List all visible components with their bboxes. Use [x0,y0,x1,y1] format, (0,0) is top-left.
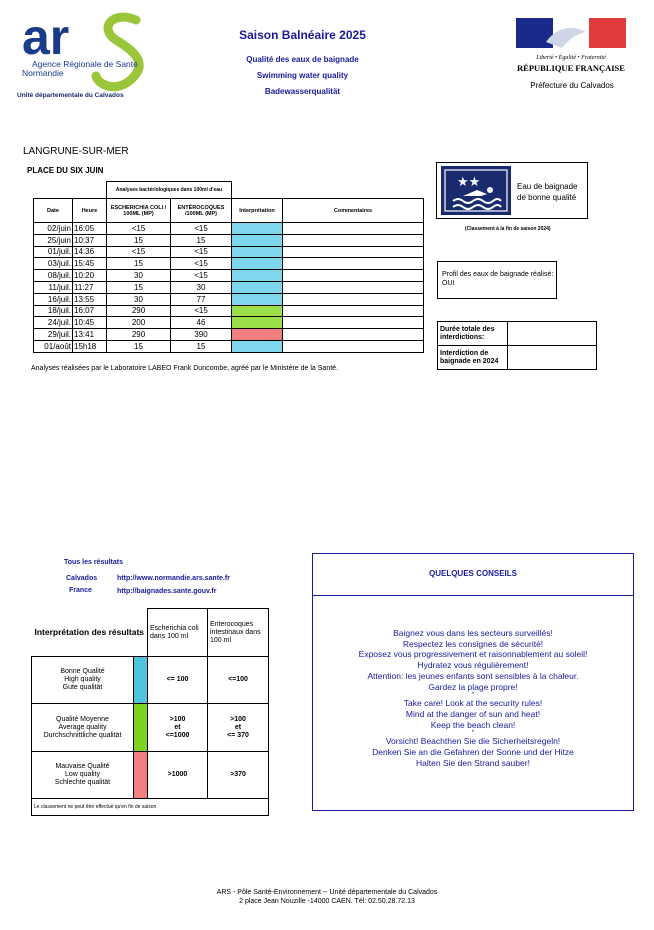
cell-date: 08/juil. [34,270,73,282]
profil-box: Profil des eaux de baignade réalisé: OUI [437,261,557,299]
cell-entero: <15 [171,223,232,235]
cell-ecoli: 15 [107,258,171,270]
cell-interpretation [232,305,283,317]
group-header: Analyses bactériologiques dans 100ml d'eau [107,182,232,199]
cell-hour: 13:41 [73,329,107,341]
col-hour: Heure [73,199,107,223]
advice-line: Mind at the danger of sun and heat! [405,708,541,719]
cell-entero: 30 [171,281,232,293]
legend-label-en: Average quality [58,723,107,731]
cell-interpretation [232,293,283,305]
cell-date: 24/juil. [34,317,73,329]
advice-line: Baignez vous dans les secteurs surveillés! [393,628,553,638]
legend-entero [208,704,269,751]
legend-label-fr: Bonne Qualité [60,668,105,676]
season-title: Saison Balnéaire 2025 [239,28,366,42]
cell-ecoli: 15 [107,234,171,246]
legend-entero-3: <= 370 [227,731,249,739]
quality-stars: ★★ [457,175,481,190]
table-row [34,340,424,352]
cell-date: 01/juil. [34,246,73,258]
cell-entero: 15 [171,340,232,352]
col-ecoli: ESCHERICHIA COLI / 100ML (MP) [107,199,171,223]
cell-entero: <15 [171,258,232,270]
commune-name: LANGRUNE-SUR-MER [23,146,129,157]
cell-interpretation [232,223,283,235]
cell-entero: 15 [171,234,232,246]
ars-logo-line1: Agence Régionale de Santé [32,59,138,69]
link-label-france: France [69,587,92,594]
legend-label-de: Gute qualität [62,684,103,692]
cell-date: 29/juil. [34,329,73,341]
cell-ecoli: 290 [107,329,171,341]
advice-line: Keep the beach clean! [430,719,516,730]
col-entero: ENTÉROCOQUES /100ML (MP) [171,199,232,223]
rf-name: RÉPUBLIQUE FRANÇAISE [517,63,625,73]
legend-swatch [134,751,148,798]
cell-ecoli: 15 [107,281,171,293]
cell-hour: 10:45 [73,317,107,329]
title-en: Swimming water quality [256,71,349,80]
cell-comment [283,329,424,341]
cell-comment [283,281,424,293]
cell-hour: 14:36 [73,246,107,258]
title-fr: Qualité des eaux de baignade [246,55,359,64]
footer-line1: ARS - Pôle Santé-Environnement -- Unité départementale du Calvados [216,889,438,896]
cell-ecoli: 290 [107,305,171,317]
col-comments: Commentaires [283,199,424,223]
table-row [34,281,424,293]
legend-header: Interprétation des résultats [32,609,148,657]
link-label-calvados: Calvados [66,575,98,582]
all-results-title: Tous les résultats [64,559,124,566]
legend-label-fr: Qualité Moyenne [56,715,109,723]
cell-hour: 16:07 [73,305,107,317]
legend-label [32,704,134,751]
cell-date: 01/août [34,340,73,352]
advice-separator [313,595,633,596]
svg-text:ar: ar [22,10,70,65]
advice-box [312,553,634,811]
cell-date: 03/juil. [34,258,73,270]
cell-date: 02/juin [34,223,73,235]
col-date: Date [34,199,73,223]
link-france[interactable]: http://baignades.sante.gouv.fr [117,588,217,595]
legend-entero [208,751,269,798]
legend-ecoli [148,704,208,751]
legend-entero-1: <=100 [228,676,248,684]
cell-interpretation [232,234,283,246]
legend-label-en: High quality [64,676,101,684]
advice-line: Exposez vous progressivement et raisonnablement au soleil! [358,649,588,660]
interpretation-legend [31,608,269,816]
table-row [34,270,424,282]
ars-logo-line2: Normandie [22,68,64,78]
legend-col-entero: Enterocoques intestinaux dans 100 ml [208,609,269,657]
rf-motto: Liberté • Égalité • Fraternité [536,55,606,61]
link-calvados[interactable]: http://www.normandie.ars.sante.fr [117,575,230,582]
table-row [34,293,424,305]
advice-line: Gardez la plage propre! [428,681,518,692]
prefecture-label: Préfecture du Calvados [530,81,614,90]
interdictions-total-value [508,322,597,346]
advice-line: Take care! Look at the security rules! [403,698,543,709]
results-table [33,181,424,353]
unit-label: Unité départementale du Calvados [17,92,124,99]
cell-ecoli: <15 [107,223,171,235]
cell-hour: 15:45 [73,258,107,270]
cell-interpretation [232,317,283,329]
table-row [34,234,424,246]
cell-comment [283,234,424,246]
legend-label-de: Durchschnittliche qualität [43,731,122,739]
cell-hour: 15h18 [73,340,107,352]
republique-francaise-logo [516,18,626,78]
legend-entero [208,657,269,704]
cell-comment [283,246,424,258]
table-row [34,329,424,341]
legend-label-fr: Mauvaise Qualité [55,762,110,770]
advice-line: Hydratez vous régulièrement! [417,660,529,671]
cell-interpretation [232,246,283,258]
cell-comment [283,293,424,305]
legend-col-ecoli: Escherichia coli dans 100 ml [148,609,208,657]
advice-line: * [471,730,475,737]
cell-interpretation [232,258,283,270]
cell-hour: 10:37 [73,234,107,246]
classement-note: (Classement à la fin de saison 2024) [465,226,551,232]
cell-hour: 13:55 [73,293,107,305]
cell-interpretation [232,329,283,341]
cell-comment [283,305,424,317]
table-row [34,223,424,235]
legend-ecoli-1: <= 100 [166,676,189,684]
interdictions-prev-value [508,346,597,370]
legend-ecoli [148,657,208,704]
legend-label [32,657,134,704]
cell-entero: <15 [171,246,232,258]
legend-footnote: Le classement ne peut être effectué qu'en fin de saison [32,798,269,815]
cell-ecoli: <15 [107,246,171,258]
cell-ecoli: 200 [107,317,171,329]
cell-interpretation [232,340,283,352]
beach-name: PLACE DU SIX JUIN [27,166,104,175]
cell-entero: <15 [171,270,232,282]
cell-hour: 16:05 [73,223,107,235]
table-row [34,258,424,270]
cell-date: 16/juil. [34,293,73,305]
cell-comment [283,258,424,270]
legend-ecoli-1: >100 [169,715,186,723]
table-row [34,246,424,258]
cell-entero: 46 [171,317,232,329]
quality-classification-box [436,162,588,219]
advice-line: * [471,692,475,699]
interdictions-table [437,321,597,370]
table-row [34,317,424,329]
legend-ecoli [148,751,208,798]
interdictions-prev-label: Interdiction de baignade en 2024 [438,346,508,370]
cell-date: 25/juin [34,234,73,246]
cell-comment [283,340,424,352]
cell-ecoli: 15 [107,340,171,352]
legend-entero-2: et [234,723,242,731]
cell-hour: 11:27 [73,281,107,293]
advice-line: Vorsicht! Beachthen Sie die Sicherheitsregeln! [385,736,561,747]
legend-entero-1: >100 [230,715,246,723]
col-interpretation: Interprétation [232,199,283,223]
cell-interpretation [232,270,283,282]
legend-entero-1: >370 [230,770,246,778]
title-de: Badewasserqualität [264,87,341,96]
swimmer-icon [441,166,511,215]
advice-lines [313,628,633,768]
quality-label: Eau de baignade de bonne qualité [517,182,578,202]
advice-title: QUELQUES CONSEILS [428,569,517,578]
ars-logo [18,10,158,92]
footer-line2: 2 place Jean Nouzille -14000 CAEN. Tél: 02.50.28.72.13 [239,898,415,905]
cell-comment [283,317,424,329]
cell-entero: 390 [171,329,232,341]
cell-entero: 77 [171,293,232,305]
advice-line: Halten Sie den Strand sauber! [416,757,530,768]
legend-swatch [134,657,148,704]
legend-swatch [134,704,148,751]
cell-interpretation [232,281,283,293]
legend-row [32,657,269,704]
cell-comment [283,270,424,282]
cell-entero: <15 [171,305,232,317]
legend-ecoli-1: >1000 [167,770,188,778]
legend-row [32,751,269,798]
cell-comment [283,223,424,235]
interdictions-total-label: Durée totale des interdictions: [438,322,508,346]
cell-date: 11/juil. [34,281,73,293]
legend-label-de: Schlechte qualität [54,778,111,786]
cell-ecoli: 30 [107,293,171,305]
legend-label [32,751,134,798]
advice-line: Denken Sie an die Gefahren der Sonne und der Hitze [372,747,574,758]
table-row [34,305,424,317]
cell-date: 18/juil. [34,305,73,317]
legend-label-en: Low quality [64,770,101,778]
legend-row [32,704,269,751]
laboratory-note: Analyses réalisées par le Laboratoire LABEO Frank Duncombe, agréé par le Ministère de la Santé. [31,365,338,372]
cell-hour: 10:20 [73,270,107,282]
legend-ecoli-3: <=1000 [165,731,190,739]
advice-line: Respectez les consignes de sécurité! [402,638,544,649]
advice-line: Attention: les jeunes enfants sont sensibles à la chaleur. [367,670,579,681]
cell-ecoli: 30 [107,270,171,282]
legend-ecoli-2: et [174,723,181,731]
